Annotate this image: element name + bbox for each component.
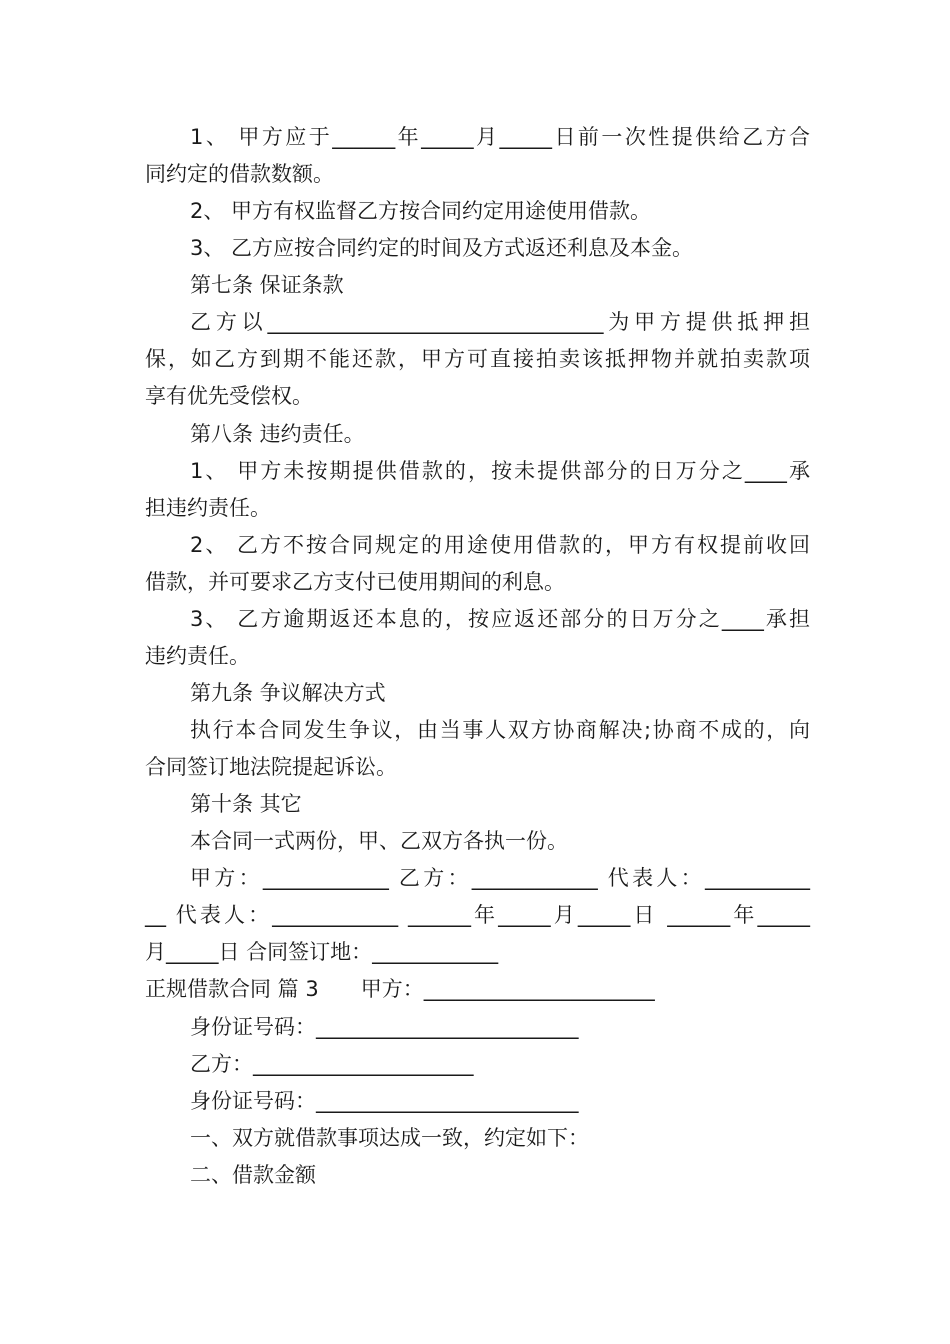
clause-8-item-2-cont: 借款，并可要求乙方支付已使用期间的利息。 <box>145 570 565 594</box>
clause-9-heading: 第九条 争议解决方式 <box>190 681 386 705</box>
clause-7-heading: 第七条 保证条款 <box>190 273 344 297</box>
signature-line-2: __ 代表人：____________ ______年_____月_____日 ______年_____ <box>145 903 810 927</box>
contract-3-title: 正规借款合同 篇 3 甲方：______________________ <box>145 977 655 1001</box>
clause-7-text: 乙方以________________________________为甲方提供抵押担 <box>190 310 810 334</box>
clause-8-item-1: 1、 甲方未按期提供借款的，按未提供部分的日万分之____承 <box>190 459 810 483</box>
party-b-field: 乙方：_____________________ <box>190 1052 474 1076</box>
clause-7-text-cont: 保，如乙方到期不能还款，甲方可直接拍卖该抵押物并就拍卖款项 <box>145 347 810 371</box>
clause-9-text: 执行本合同发生争议，由当事人双方协商解决;协商不成的，向 <box>190 718 810 742</box>
clause-10-text: 本合同一式两份，甲、乙双方各执一份。 <box>190 829 568 853</box>
clause-6-item-2: 2、 甲方有权监督乙方按合同约定用途使用借款。 <box>190 199 652 223</box>
clause-10-heading: 第十条 其它 <box>190 792 302 816</box>
clause-6-item-1-cont: 同约定的借款数额。 <box>145 162 334 186</box>
party-b-id-field: 身份证号码：_________________________ <box>190 1089 579 1113</box>
clause-8-item-3-cont: 违约责任。 <box>145 644 250 668</box>
signature-line-1: 甲方：____________ 乙方：____________ 代表人：__________ <box>190 866 810 890</box>
clause-9-text-cont: 合同签订地法院提起诉讼。 <box>145 755 397 779</box>
signature-line-3: 月_____日 合同签订地：____________ <box>145 940 499 964</box>
party-a-id-field: 身份证号码：_________________________ <box>190 1015 579 1039</box>
clause-6-item-1: 1、 甲方应于______年_____月_____日前一次性提供给乙方合 <box>190 125 810 149</box>
clause-8-item-3: 3、 乙方逾期返还本息的，按应返还部分的日万分之____承担 <box>190 607 810 631</box>
loan-amount-heading: 二、借款金额 <box>190 1163 316 1187</box>
clause-7-text-end: 享有优先受偿权。 <box>145 384 313 408</box>
clause-8-heading: 第八条 违约责任。 <box>190 422 365 446</box>
agreement-intro: 一、双方就借款事项达成一致，约定如下： <box>190 1126 589 1150</box>
clause-6-item-3: 3、 乙方应按合同约定的时间及方式返还利息及本金。 <box>190 236 694 260</box>
clause-8-item-2: 2、 乙方不按合同规定的用途使用借款的，甲方有权提前收回 <box>190 533 810 557</box>
clause-8-item-1-cont: 担违约责任。 <box>145 496 271 520</box>
